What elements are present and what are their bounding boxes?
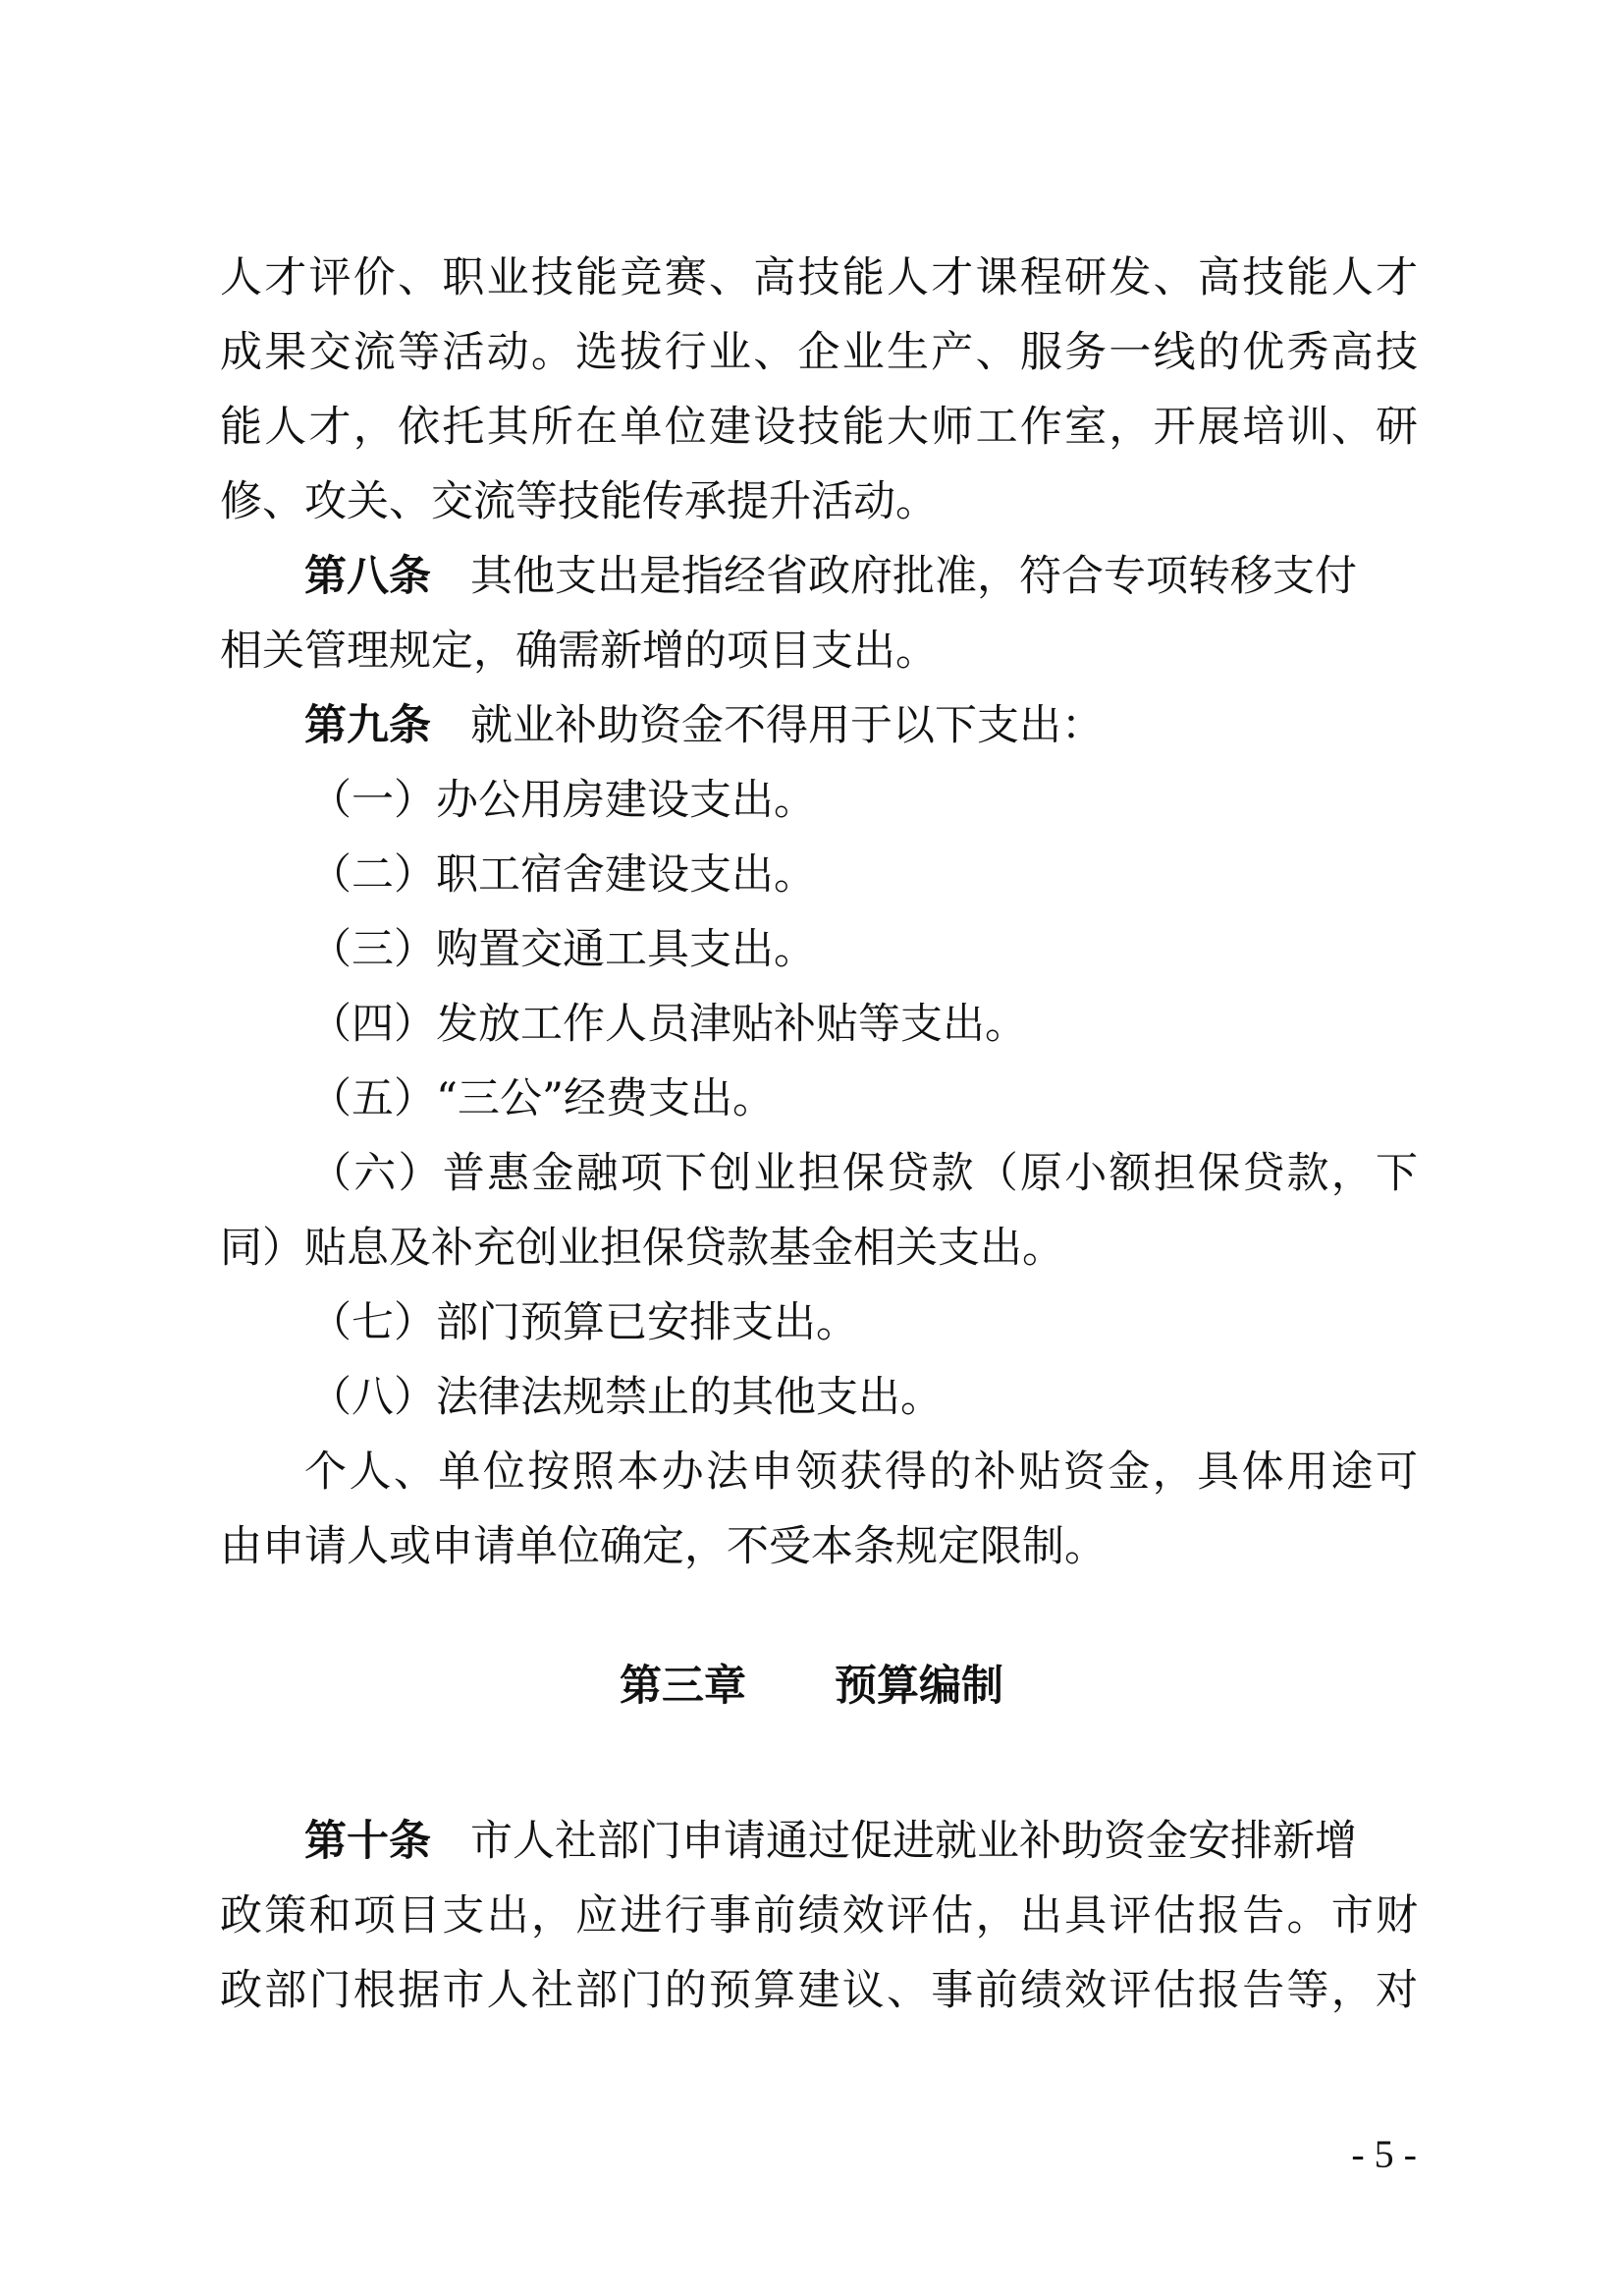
list-item: （六）普惠金融项下创业担保贷款（原小额担保贷款，下: [309, 1149, 1418, 1198]
list-item: （五）“三公”经费支出。: [309, 1074, 775, 1123]
article-8-label: 第八条: [304, 552, 431, 601]
list-item: （七）部门预算已安排支出。: [309, 1298, 858, 1347]
paragraph-line: 成果交流等活动。选拔行业、企业生产、服务一线的优秀高技: [220, 328, 1418, 377]
paragraph-line: 能人才，依托其所在单位建设技能大师工作室，开展培训、研: [220, 403, 1418, 452]
list-item: （三）购置交通工具支出。: [309, 925, 816, 974]
list-item: （二）职工宿舍建设支出。: [309, 850, 816, 900]
list-item: （一）办公用房建设支出。: [309, 776, 816, 825]
article-9-label: 第九条: [304, 701, 431, 750]
chapter-title: 预算编制: [835, 1662, 1003, 1711]
article-8-text: 其他支出是指经省政府批准，符合专项转移支付: [470, 552, 1357, 601]
list-item: （四）发放工作人员津贴补贴等支出。: [309, 1000, 1027, 1049]
article-9-text: 就业补助资金不得用于以下支出：: [470, 701, 1104, 750]
list-item: （八）法律法规禁止的其他支出。: [309, 1373, 943, 1422]
paragraph-line: 人才评价、职业技能竞赛、高技能人才课程研发、高技能人才: [220, 253, 1418, 302]
article-10-line-2: 政策和项目支出，应进行事前绩效评估，出具评估报告。市财: [220, 1891, 1418, 1941]
chapter-heading: [0, 1650, 1623, 1722]
article-10-label: 第十条: [304, 1817, 431, 1866]
list-item-continuation: 同）贴息及补充创业担保贷款基金相关支出。: [220, 1224, 1064, 1273]
article-9-line-1: [304, 689, 1418, 762]
paragraph-line: 修、攻关、交流等技能传承提升活动。: [220, 477, 938, 526]
page-number: - 5 -: [1351, 2132, 1417, 2176]
article-9-note-line-1: 个人、单位按照本办法申领获得的补贴资金，具体用途可: [304, 1448, 1418, 1497]
article-10-line-3: 政部门根据市人社部门的预算建议、事前绩效评估报告等，对: [220, 1966, 1418, 2015]
chapter-number: 第三章: [620, 1662, 746, 1711]
article-10-line-1: [304, 1805, 1418, 1878]
article-8-line-1: [304, 540, 1418, 613]
article-10-text: 市人社部门申请通过促进就业补助资金安排新增: [470, 1817, 1357, 1866]
article-8-line-2: 相关管理规定，确需新增的项目支出。: [220, 627, 938, 676]
article-9-note-line-2: 由申请人或申请单位确定，不受本条规定限制。: [220, 1522, 1107, 1571]
